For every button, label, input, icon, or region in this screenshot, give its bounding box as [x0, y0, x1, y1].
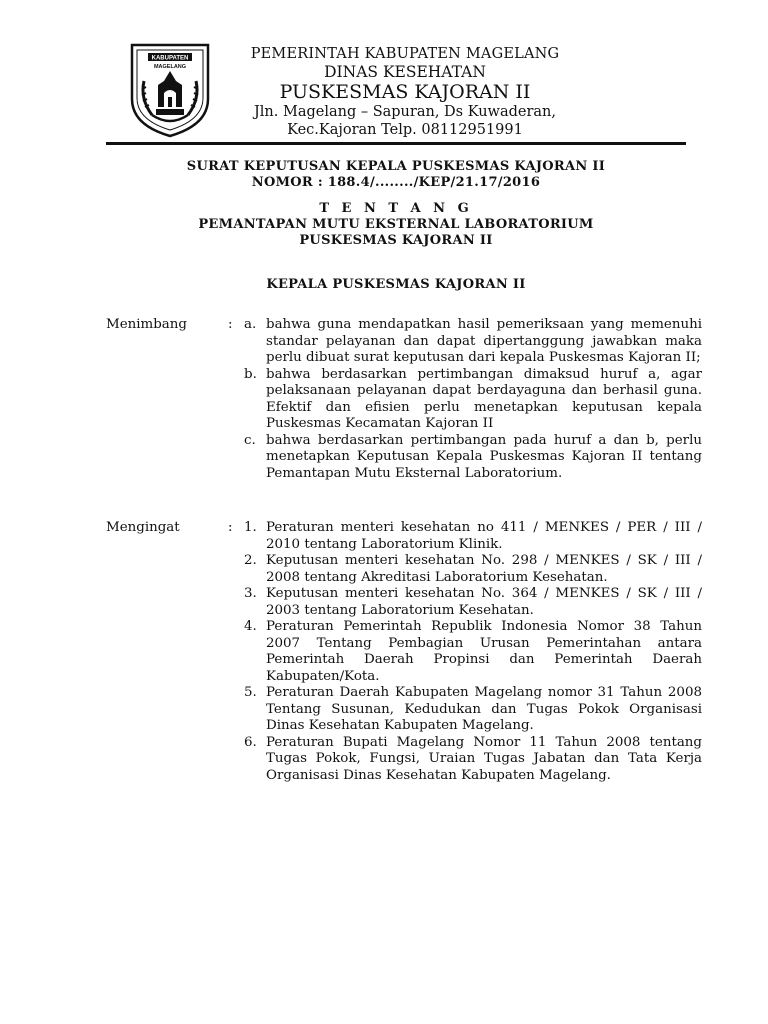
item-marker: 4.	[244, 619, 257, 634]
letterhead-institution: PUSKESMAS KAJORAN II	[279, 81, 531, 103]
list-item	[244, 735, 702, 785]
item-marker: 1.	[244, 520, 257, 535]
item-marker: 6.	[244, 734, 257, 750]
list-item	[244, 685, 702, 735]
item-marker: c.	[244, 432, 256, 448]
item-text: Peraturan Bupati Magelang Nomor 11 Tahun 2008 tentang Tugas Pokok, Fungsi, Uraian Tugas Jabatan dan Tata Kerja Organisasi Dinas Kesehatan Kabupaten Magelang.	[266, 734, 702, 783]
list-item	[244, 433, 702, 483]
item-marker: 5.	[244, 685, 257, 700]
decree-number: NOMOR : 188.4/......../KEP/21.17/2016	[251, 175, 541, 190]
letterhead	[225, 46, 585, 139]
menimbang-list	[244, 317, 702, 482]
decree-subject	[106, 201, 686, 249]
menimbang-colon: :	[228, 317, 233, 332]
letterhead-government: PEMERINTAH KABUPATEN MAGELANG	[250, 46, 560, 62]
list-item	[244, 553, 702, 586]
item-text: bahwa guna mendapatkan hasil pemeriksaan yang memenuhi standar pelayanan dan dapat dipertanggung jawabkan maka perlu dibuat surat keputusan dari kepala Puskesmas Kajoran II;	[266, 317, 702, 365]
list-item	[244, 520, 702, 553]
issuer-heading: KEPALA PUSKESMAS KAJORAN II	[266, 277, 526, 292]
letterhead-divider	[106, 142, 686, 145]
item-text: bahwa berdasarkan pertimbangan dimaksud huruf a, agar pelaksanaan pelayanan dapat berdayaguna dan berhasil guna. Efektif dan efisien perlu menetapkan keputusan kepala Puskesmas Kecamatan Kajoran II	[266, 366, 702, 431]
item-text: Keputusan menteri kesehatan No. 364 / MENKES / SK / III / 2003 tentang Laboratorium Kesehatan.	[266, 586, 702, 618]
list-item	[244, 586, 702, 619]
logo-text-top: KABUPATEN	[151, 55, 189, 62]
mengingat-list	[244, 520, 702, 784]
logo-text-bottom: MAGELANG	[153, 64, 187, 70]
mengingat-label: Mengingat	[106, 520, 180, 535]
item-text: Keputusan menteri kesehatan No. 298 / MENKES / SK / III / 2008 tentang Akreditasi Laboratorium Kesehatan.	[266, 553, 702, 585]
mengingat-colon: :	[228, 520, 233, 535]
tentang-label: T E N T A N G	[319, 201, 473, 216]
item-text: Peraturan menteri kesehatan no 411 / MENKES / PER / III / 2010 tentang Laboratorium Klinik.	[266, 520, 702, 552]
kabupaten-magelang-emblem-icon	[128, 41, 212, 139]
decree-title	[106, 159, 686, 191]
letterhead-agency: DINAS KESEHATAN	[324, 63, 486, 81]
item-text: Peraturan Pemerintah Republik Indonesia Nomor 38 Tahun 2007 Tentang Pembagian Urusan Pemerintahan antara Pemerintah Daerah Propinsi dan Pemerintah Daerah Kabupaten/Kota.	[266, 619, 702, 684]
list-item	[244, 367, 702, 433]
subject-line-2: PUSKESMAS KAJORAN II	[299, 233, 493, 248]
letterhead-address: Jln. Magelang – Sapuran, Ds Kuwaderan,	[253, 104, 557, 120]
item-marker: 2.	[244, 553, 257, 568]
item-marker: 3.	[244, 586, 257, 601]
item-text: Peraturan Daerah Kabupaten Magelang nomor 31 Tahun 2008 Tentang Susunan, Kedudukan dan Tugas Pokok Organisasi Dinas Kesehatan Kabupaten Magelang.	[266, 685, 702, 733]
letterhead-phone: Kec.Kajoran Telp. 08112951991	[287, 122, 523, 138]
list-item	[244, 317, 702, 367]
list-item	[244, 619, 702, 685]
item-marker: b.	[244, 366, 257, 382]
decree-heading: SURAT KEPUTUSAN KEPALA PUSKESMAS KAJORAN II	[186, 159, 606, 174]
item-text: bahwa berdasarkan pertimbangan pada huruf a dan b, perlu menetapkan Keputusan Kepala Puskesmas Kajoran II tentang Pemantapan Mutu Eksternal Laboratorium.	[266, 432, 702, 481]
menimbang-label: Menimbang	[106, 317, 187, 332]
item-marker: a.	[244, 317, 257, 332]
subject-line-1: PEMANTAPAN MUTU EKSTERNAL LABORATORIUM	[198, 217, 594, 232]
